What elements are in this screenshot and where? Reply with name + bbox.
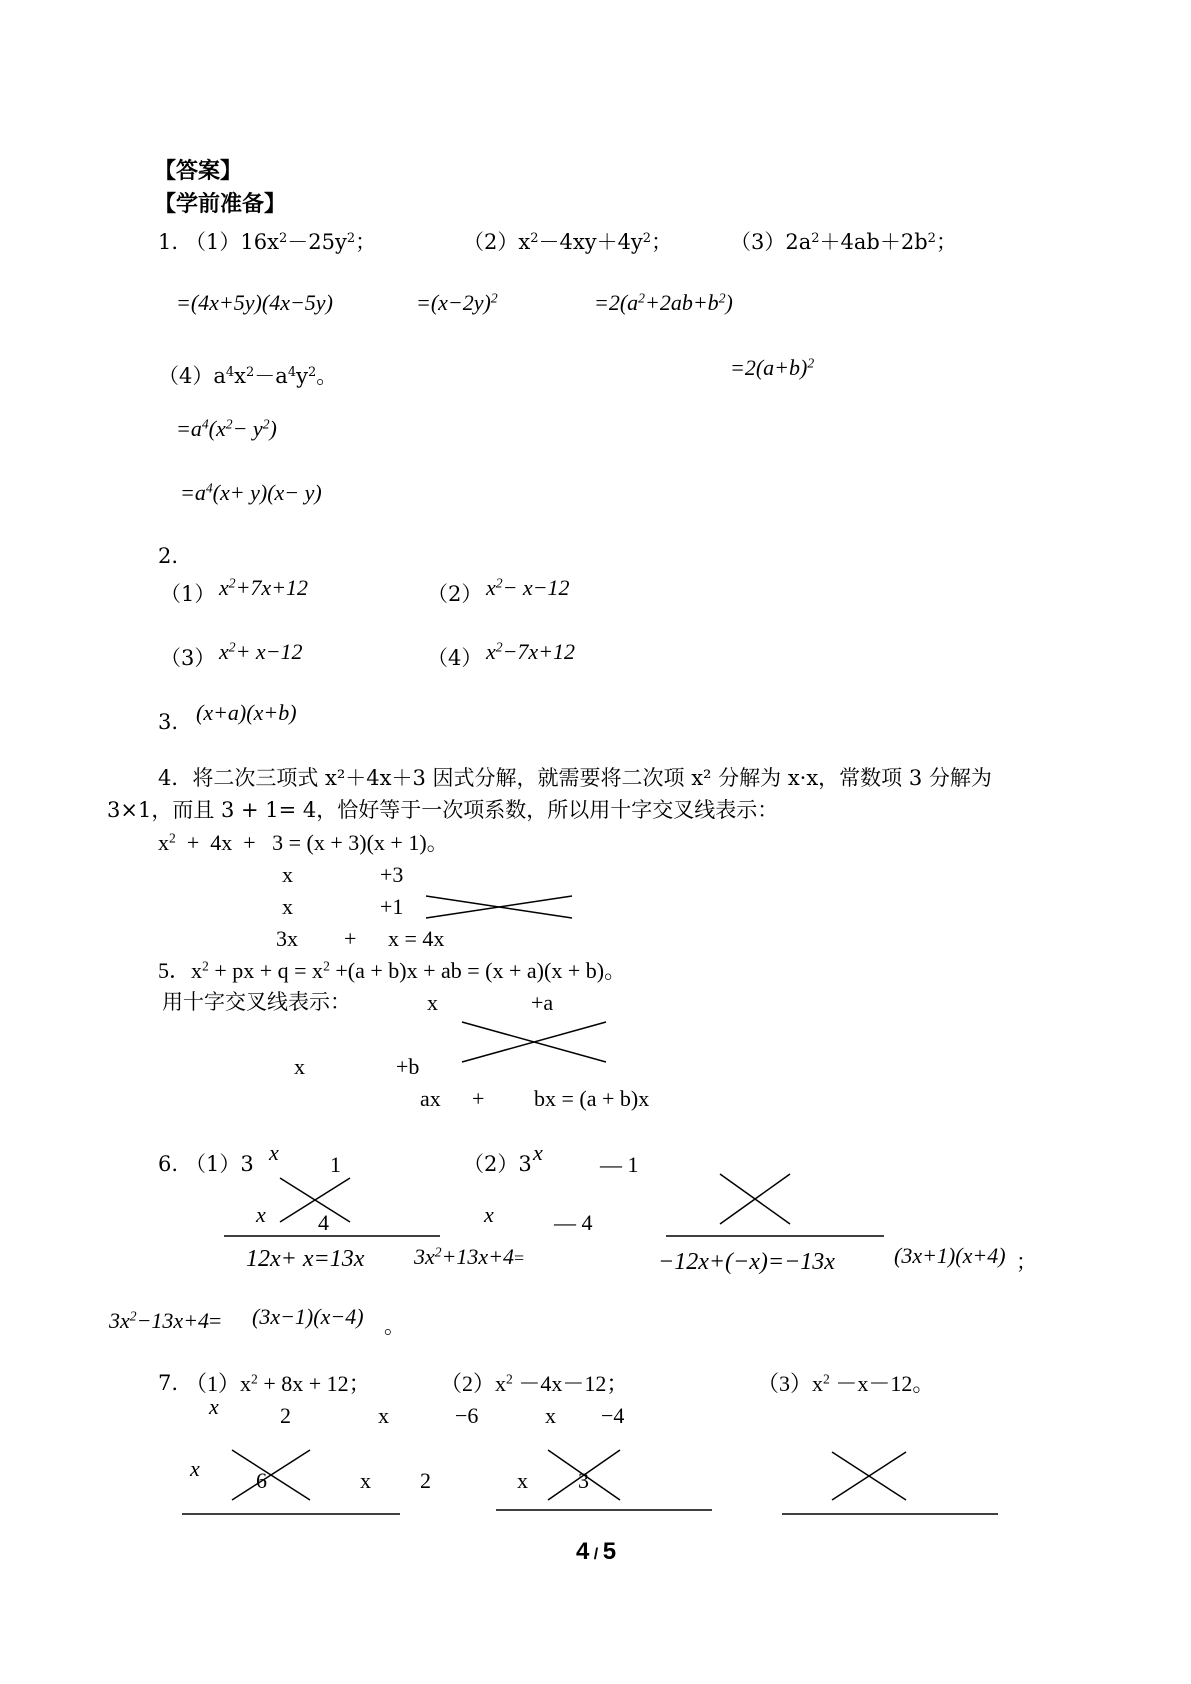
q2-expr3: $x^2+ x-12$ [219, 639, 303, 664]
q4-line1: 4．将二次三项式 x²＋4x＋3 因式分解，就需要将二次项 x² 分解为 x·x，常数项 3 分解为 [158, 766, 992, 790]
q7-cross3-r2: 3 [578, 1468, 589, 1493]
q6-part2-sum: −12x+(−x)=−13x [658, 1249, 835, 1275]
q1-result4a: $=a^4(x^2- y^2)$ [176, 416, 277, 441]
q6-part1-r2: 4 [318, 1210, 329, 1235]
q7-cross2-x1: x [378, 1403, 389, 1428]
q6-result1-rhs: (3x+1)(x+4) [894, 1243, 1006, 1268]
q2-expr4: $x^2-7x+12$ [486, 639, 576, 664]
q1-result1: =(4x+5y)(4x−5y) [176, 290, 333, 315]
q5-cross-x2: x [294, 1054, 305, 1079]
q7-number: 7. [158, 1371, 179, 1395]
prep-heading: 【学前准备】 [154, 191, 287, 217]
q2-label1: （1） [160, 582, 216, 606]
q7-part1: $(1)x^2 + 8x + 12$； [185, 1371, 371, 1396]
q7-part2: $(2)x^2 -4x-12$； [440, 1371, 629, 1396]
q2-label4: （4） [427, 646, 483, 670]
q7-cross2-r2: 2 [420, 1468, 431, 1493]
q1-result3: $=2(a^2+2ab+b^2)$ [594, 290, 733, 315]
q6-part2-label: （2）3 [463, 1152, 532, 1176]
q6-result2-lhs: $3x^2-13x+4=$ [109, 1308, 222, 1333]
q6-result2-rhs: (3x−1)(x−4) [252, 1304, 364, 1329]
q6-part2-x2: x [484, 1202, 494, 1227]
q4-line2: 3×1，而且 3 + 1= 4，恰好等于一次项系数，所以用十字交叉线表示： [107, 798, 779, 822]
q5-cross-r1: +a [531, 990, 554, 1015]
q7-cross2-r1: −6 [455, 1403, 479, 1428]
q2-label3: （3） [160, 646, 216, 670]
q5-line1: 5．$x^2$ + px + $q = x^2 +(a + b)x$ + ab = (x + a)(x + b)。 [158, 958, 627, 983]
q7-cross1-x2: x [190, 1456, 200, 1481]
q1-result3-final: $=2(a+b)^2$ [730, 355, 815, 380]
q5-cross-r2: +b [396, 1054, 420, 1079]
q6-result1-end: ； [1016, 1250, 1037, 1274]
q4-cross-r2: +1 [380, 894, 404, 919]
q6-part2-r2: — 4 [554, 1210, 593, 1235]
q6-part2-x: x [533, 1140, 543, 1165]
q4-cross-x2: x [282, 894, 293, 919]
q7-cross3-x1: x [545, 1403, 556, 1428]
q6-part1-sum: 12x+ x=13x [246, 1246, 365, 1272]
q5-cross-x1: x [427, 990, 438, 1015]
q2-number: 2. [158, 544, 179, 568]
q2-label2: （2） [427, 582, 483, 606]
q6-part1-x2: x [256, 1202, 266, 1227]
q4-cross-sum-b: x = 4x [388, 926, 445, 951]
q7-cross3-r1: −4 [601, 1403, 625, 1428]
q5-label: 用十字交叉线表示： [162, 990, 351, 1014]
q4-cross-sum-a: 3x [276, 926, 298, 951]
q6-part1-x: x [269, 1140, 279, 1165]
q6-part1-r1: 1 [330, 1152, 341, 1177]
q6-result1-lhs: $3x^2+13x+4=$ [414, 1244, 525, 1269]
q5-cross-sum-plus: + [472, 1086, 485, 1111]
q3-number: 3. [158, 710, 179, 734]
q1-part2: $(2)x^2-4xy+4y^2$； [463, 230, 673, 254]
q7-cross3-x2: x [517, 1468, 528, 1493]
q4-line3: $x^2 + 4x + 3 = (x + 3)(x + 1)$。 [158, 830, 449, 855]
q3-expr: (x+a)(x+b) [196, 700, 297, 725]
q1-part1: $(1)16x^2-25y^2$； [185, 230, 377, 254]
q7-part3: $(3)x^2 -x-12$。 [757, 1371, 935, 1396]
q1-part3: $(3)2a^2+4ab+2b^2$； [730, 230, 957, 254]
q5-cross-sum-a: ax [420, 1086, 441, 1111]
q2-expr1: $x^2+7x+12$ [219, 575, 309, 600]
q1-result2: $=(x-2y)^2$ [416, 290, 498, 315]
q1-number: 1. [158, 230, 179, 254]
q4-cross-r1: +3 [380, 862, 404, 887]
q2-expr2: $x^2- x-12$ [486, 575, 570, 600]
q7-cross1-r1: 2 [280, 1403, 291, 1428]
q1-result4b: $=a^4(x+ y)(x- y)$ [180, 480, 322, 505]
page-number: 4 / 5 [576, 1538, 617, 1565]
q4-cross-x1: x [282, 862, 293, 887]
q5-cross-sum-b: bx = (a + b)x [534, 1086, 650, 1111]
q6-number: 6. [158, 1152, 179, 1176]
q6-part2-r1: — 1 [600, 1152, 639, 1177]
q4-cross-sum-plus: + [344, 926, 357, 951]
q7-cross1-x1: x [209, 1394, 219, 1419]
q6-part1-label: （1）3 [185, 1152, 254, 1176]
answer-heading: 【答案】 [154, 158, 243, 184]
q7-cross1-r2: 6 [256, 1468, 267, 1493]
q6-result2-end: 。 [384, 1314, 405, 1338]
q7-cross2-x2: x [360, 1468, 371, 1493]
q1-part4: $(4)a^4x^2-a^4y^2$。 [158, 364, 338, 388]
